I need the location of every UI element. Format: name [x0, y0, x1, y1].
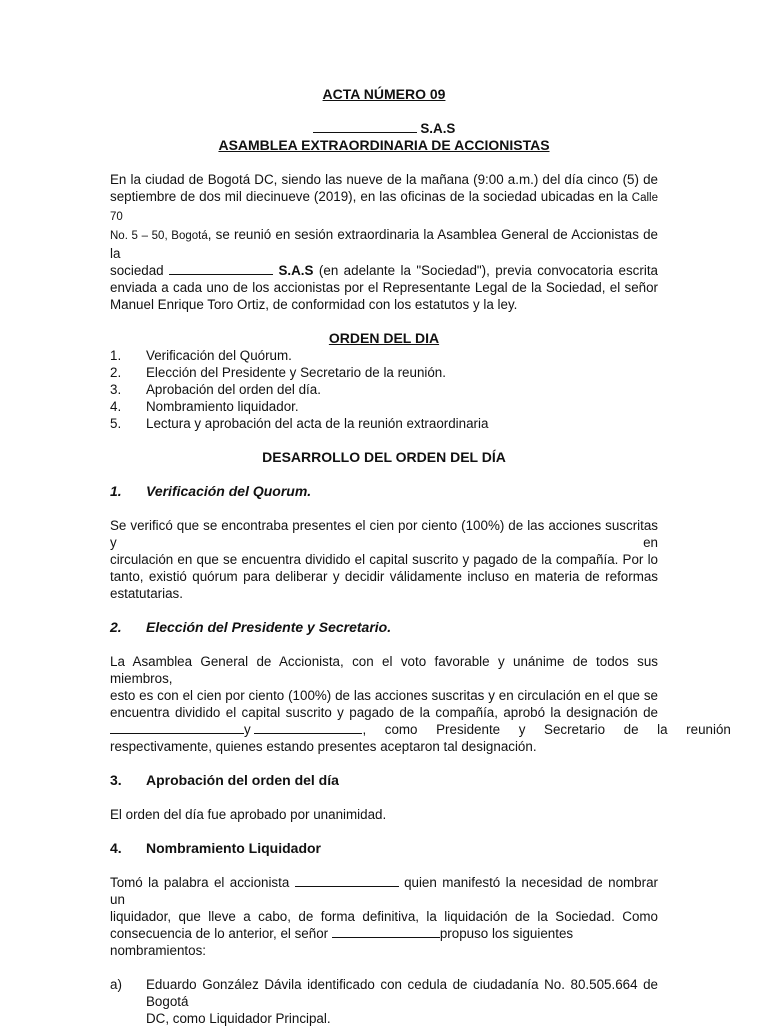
section-1-heading: 1. Verificación del Quorum. — [110, 483, 312, 499]
section-1-paragraph: Se verificó que se encontraba presentes el cien por ciento (100%) de las acciones suscritas y en circulación en que se encuentra dividido el capital suscrito y pagado de la compañía. Por lo tanto, existió quórum para deliberar y decidir válidamente incluso en materia de reformas estatutarias. — [110, 518, 658, 601]
desarrollo-title: DESARROLLO DEL ORDEN DEL DÍA — [262, 449, 506, 465]
nombramiento-item-a: a) Eduardo González Dávila identificado con cedula de ciudadanía No. 80.505.664 de Bogotá DC, como Liquidador Principal. — [110, 977, 658, 1026]
company-name-blank-2 — [169, 262, 273, 275]
list-item: 3. Aprobación del orden del día. — [110, 382, 321, 397]
intro-line-2 — [110, 188, 658, 226]
section-2-paragraph: La Asamblea General de Accionista, con el voto favorable y unánime de todos sus miembros, esto es con el cien por ciento (100%) de las acciones suscritas y en circulación en el que se encuentra dividido el capital suscrito y pagado de la compañía, aprobó la designación de y , como Presidente y Secretario de la reunión respectivamente, quienes estando presentes aceptaron tal designación. — [110, 654, 731, 754]
section-2-line-4: y , como Presidente y Secretario de la reunión — [110, 721, 658, 738]
list-item: 5. Lectura y aprobación del acta de la reunión extraordinaria — [110, 416, 489, 431]
intro-address-number: No. 5 – 50, Bogotá — [110, 230, 208, 242]
shareholder-blank — [295, 874, 399, 887]
intro-line-1: En la ciudad de Bogotá DC, siendo las nueve de la mañana (9:00 a.m.) del día cinco (5) de — [110, 172, 658, 187]
list-item: 4. Nombramiento liquidador. — [110, 399, 299, 414]
orden-list — [110, 347, 658, 432]
intro-paragraph — [110, 171, 658, 313]
company-name-blank — [313, 120, 417, 133]
section-4-line-1: Tomó la palabra el accionista quien manifestó la necesidad de nombrar un — [110, 875, 658, 907]
section-3-paragraph: El orden del día fue aprobado por unanimidad. — [110, 807, 387, 822]
intro-line-3 — [110, 226, 658, 262]
section-3-heading: 3. Aprobación del orden del día — [110, 772, 339, 788]
company-suffix: S.A.S — [420, 121, 456, 136]
secretary-blank — [254, 721, 362, 734]
section-4-heading: 4. Nombramiento Liquidador — [110, 840, 321, 856]
orden-title: ORDEN DEL DIA — [328, 330, 440, 346]
document-subtitle: ASAMBLEA EXTRAORDINARIA DE ACCIONISTAS — [218, 137, 550, 153]
proposer-blank — [332, 925, 440, 938]
list-item: 2. Elección del Presidente y Secretario de la reunión. — [110, 365, 446, 380]
intro-line-4-rest: (en adelante la "Sociedad"), previa convocatoria escrita — [318, 263, 658, 278]
intro-line-4 — [110, 262, 658, 279]
intro-company-suffix: S.A.S — [278, 263, 314, 278]
intro-line-3-text: , se reunió en sesión extraordinaria la Asamblea General de Accionistas de la — [110, 227, 658, 261]
section-2-heading: 2. Elección del Presidente y Secretario. — [110, 619, 392, 635]
president-blank — [110, 721, 244, 734]
intro-line-5: enviada a cada uno de los accionistas por el Representante Legal de la Sociedad, el señor — [110, 280, 658, 295]
document-title: ACTA NÚMERO 09 — [322, 86, 446, 102]
section-4-paragraph: Tomó la palabra el accionista quien manifestó la necesidad de nombrar un liquidador, que lleve a cabo, de forma definitiva, la liquidación de la Sociedad. Como consecuencia de lo anterior, el señor propuso los siguientes nombramientos: — [110, 875, 658, 958]
intro-address-street: Calle 70 — [110, 192, 658, 223]
intro-line-6: Manuel Enrique Toro Ortiz, de conformidad con los estatutos y la ley. — [110, 297, 518, 312]
list-item: 1. Verificación del Quórum. — [110, 348, 292, 363]
intro-line-2-text: septiembre de dos mil diecinueve (2019), en las oficinas de la sociedad ubicadas en la — [110, 189, 628, 204]
document-body — [110, 86, 731, 1027]
intro-line-4-text: sociedad — [110, 263, 164, 278]
company-name-line — [110, 120, 658, 137]
section-4-line-3: consecuencia de lo anterior, el señor propuso los siguientes nombramientos: — [110, 926, 574, 958]
